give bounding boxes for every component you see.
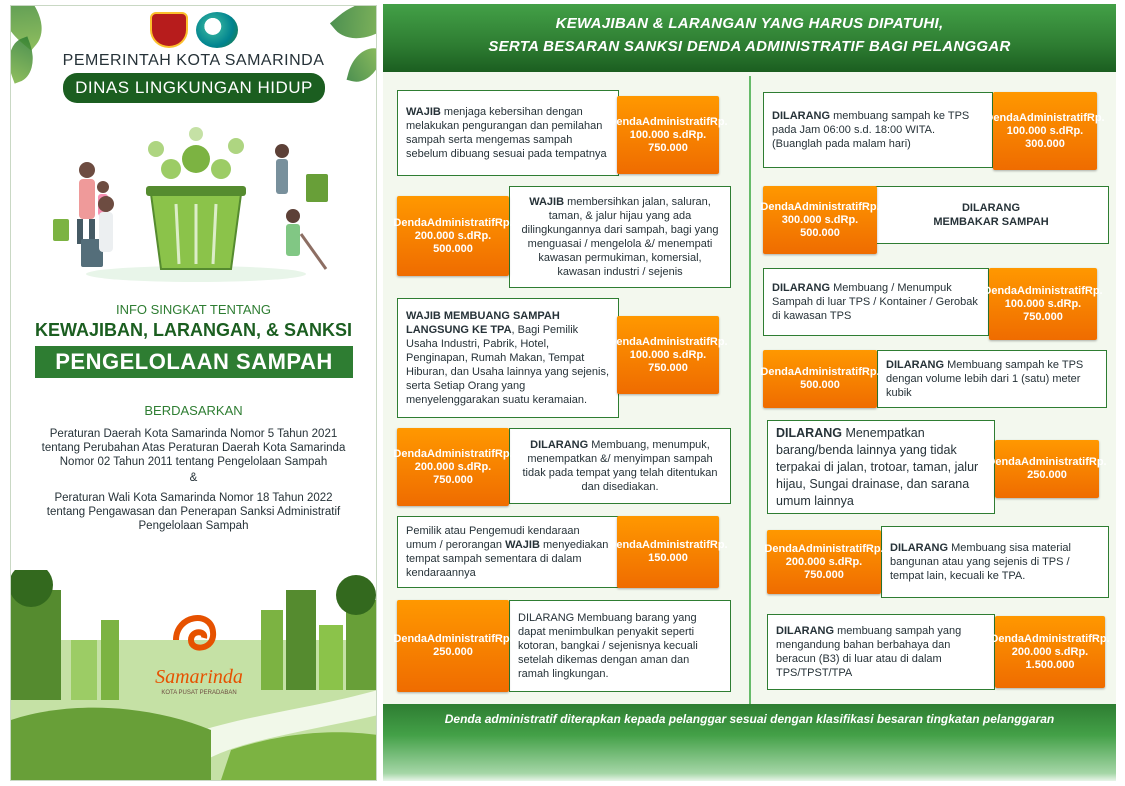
fine-badge: DendaAdministratifRp. 200.000 s.dRp. 500.000 bbox=[397, 196, 509, 276]
rule-card: DILARANG Membuang, menumpuk, menempatkan &/ menyimpan sampah tidak pada tempat yang telah ditentukan dan disediakan. bbox=[509, 428, 731, 504]
dlh-logo-icon bbox=[196, 12, 238, 48]
rule-card: DILARANG membuang sampah ke TPS pada Jam 06:00 s.d. 18:00 WITA. (Buanglah pada malam hari) bbox=[763, 92, 993, 168]
regulation-separator: & bbox=[189, 472, 198, 484]
department-name: DINAS LINGKUNGAN HIDUP bbox=[63, 73, 325, 103]
rule-card: DILARANG Membuang barang yang dapat menimbulkan penyakit seperti kotoran, bangkai / sejenisnya kecuali setelah dikemas dengan aman dan ramah lingkungan. bbox=[509, 600, 731, 692]
rule-card: DILARANG membuang sampah yang mengandung bahan berbahaya dan beracun (B3) di luar atau di dalam TPS/TPST/TPA bbox=[767, 614, 995, 690]
rules-banner: KEWAJIBAN & LARANGAN YANG HARUS DIPATUHI, SERTA BESARAN SANKSI DENDA ADMINISTRATIF BAGI PELANGGAR bbox=[383, 4, 1116, 72]
fine-badge: DendaAdministratifRp. 100.000 s.dRp. 750.000 bbox=[617, 316, 719, 394]
main-title: KEWAJIBAN, LARANGAN, & SANKSI bbox=[34, 320, 352, 340]
rule-card: Pemilik atau Pengemudi kendaraan umum / perorangan WAJIB menyediakan tempat sampah sementara di dalam kendaraannya bbox=[397, 516, 619, 588]
government-name: PEMERINTAH KOTA SAMARINDA bbox=[62, 52, 325, 69]
fine-badge: DendaAdministratifRp. 100.000 s.dRp. 750.000 bbox=[989, 268, 1097, 340]
rule-card: WAJIB MEMBUANG SAMPAH LANGSUNG KE TPA, Bagi Pemilik Usaha Industri, Pabrik, Hotel, Penginapan, Rumah Makan, Tempat Hiburan, dan Usaha lainnya yang sejenis, serta Setiap Orang yang menyelenggarakan suatu keramaian. bbox=[397, 298, 619, 418]
fine-badge: DendaAdministratifRp. 300.000 s.dRp. 500.000 bbox=[763, 186, 877, 254]
city-emblem-icon bbox=[150, 12, 188, 48]
fine-badge: DendaAdministratifRp. 200.000 s.dRp. 750.000 bbox=[397, 428, 509, 506]
fine-badge: DendaAdministratifRp. 250.000 bbox=[995, 440, 1099, 498]
fine-badge: DendaAdministratifRp. 150.000 bbox=[617, 516, 719, 588]
basis-heading: BERDASARKAN bbox=[144, 403, 243, 418]
footer-note: Denda administratif diterapkan kepada pelanggar sesuai dengan klasifikasi besaran tingkatan pelanggaran bbox=[444, 712, 1055, 726]
rule-card: DILARANG MEMBAKAR SAMPAH bbox=[873, 186, 1109, 244]
green-city-landscape bbox=[11, 570, 377, 780]
main-subtitle: PENGELOLAAN SAMPAH bbox=[35, 346, 353, 378]
fine-badge: DendaAdministratifRp. 250.000 bbox=[397, 600, 509, 692]
fine-badge: DendaAdministratifRp. 500.000 bbox=[763, 350, 877, 408]
regulation-1: Peraturan Daerah Kota Samarinda Nomor 5 Tahun 2021 tentang Perubahan Atas Peraturan Daerah Kota Samarinda Nomor 02 Tahun 2011 tentang Pengelolaan Sampah bbox=[41, 428, 346, 468]
rule-card: DILARANG Membuang sampah ke TPS dengan volume lebih dari 1 (satu) meter kubik bbox=[877, 350, 1107, 408]
rule-card: DILARANG Membuang sisa material bangunan atau yang sejenis di TPS / tempat lain, kecuali ke TPA. bbox=[881, 526, 1109, 598]
fine-badge: DendaAdministratifRp. 200.000 s.dRp. 750.000 bbox=[767, 530, 881, 594]
rule-card: DILARANG Membuang / Menumpuk Sampah di luar TPS / Kontainer / Gerobak di kawasan TPS bbox=[763, 268, 989, 336]
recycling-illustration bbox=[51, 124, 341, 284]
regulation-2: Peraturan Wali Kota Samarinda Nomor 18 Tahun 2022 tentang Pengawasan dan Penerapan Sanksi Administratif Pengelolaan Sampah bbox=[46, 492, 341, 532]
info-cover-panel bbox=[10, 5, 377, 781]
rule-card: WAJIB membersihkan jalan, saluran, taman, & jalur hijau yang ada dilingkungannya dari sampah, bagi yang menguasai / mengelola &/ menempati kawasan permukiman, komersial, kawasan industri / sejenis bbox=[509, 186, 731, 288]
fine-badge: DendaAdministratifRp. 100.000 s.dRp. 750.000 bbox=[617, 96, 719, 174]
fine-badge: DendaAdministratifRp. 100.000 s.dRp. 300.000 bbox=[993, 92, 1097, 170]
rules-panel bbox=[383, 4, 1116, 781]
fine-badge: DendaAdministratifRp. 200.000 s.dRp. 1.500.000 bbox=[995, 616, 1105, 688]
rule-card: DILARANG Menempatkan barang/benda lainnya yang tidak terpakai di jalan, trotoar, taman, jalur hijau, Sungai drainase, dan sarana umum lainnya bbox=[767, 420, 995, 514]
info-heading: INFO SINGKAT TENTANG bbox=[115, 302, 272, 317]
rule-card: WAJIB menjaga kebersihan dengan melakukan pengurangan dan pemilahan sampah serta mengemas sampah sebelum dibuang sesuai pada tempatnya bbox=[397, 90, 619, 176]
samarinda-logo-text: Samarinda bbox=[155, 666, 243, 688]
samarinda-logo-tagline: KOTA PUSAT PERADABAN bbox=[161, 690, 237, 696]
column-divider bbox=[749, 76, 751, 704]
